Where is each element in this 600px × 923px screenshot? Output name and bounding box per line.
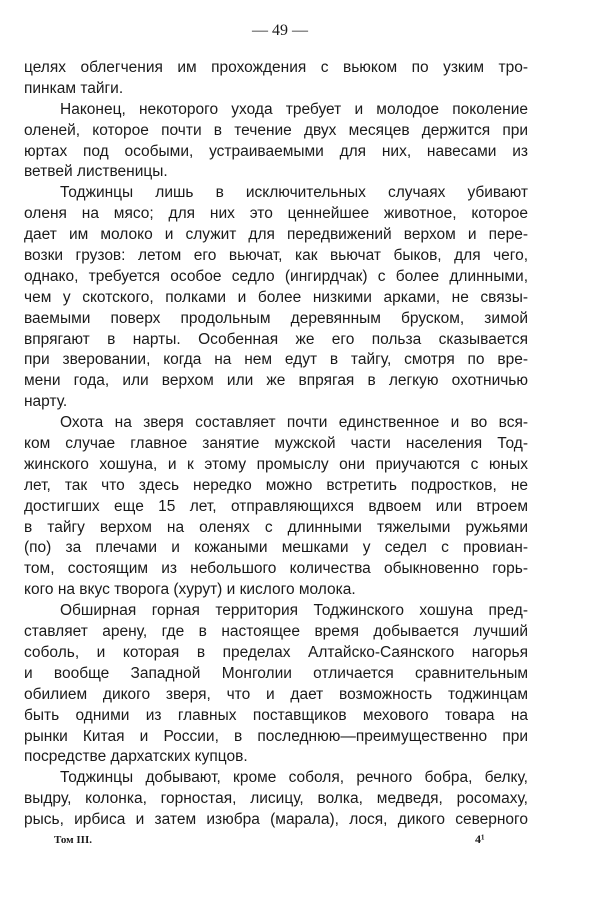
body-text — [24, 58, 528, 831]
text-line: Тоджинцы лишь в исключительных случаях убивают — [60, 184, 528, 202]
text-line: достигших еще 15 лет, отправляющихся вдвоем или втроем — [24, 497, 528, 515]
text-line: ком случае главное занятие мужской части населения Тод- — [24, 435, 528, 453]
paragraph — [24, 58, 528, 100]
text-line: мени года, или верхом или же впрягая в легкую охотничью — [24, 372, 528, 390]
text-line: лет, так что здесь нередко можно встретить подростков, не — [24, 476, 528, 494]
text-line: юртах под особыми, устраиваемыми для них, навесами из — [24, 142, 528, 160]
text-line: ветвей лиственицы. — [24, 163, 168, 181]
text-line: выдру, колонка, горностая, лисицу, волка, медведя, росомаху, — [24, 790, 528, 808]
footer-volume: Том III. — [54, 834, 92, 846]
text-line: пинкам тайги. — [24, 79, 124, 97]
text-line: оленя на мясо; для них это ценнейшее животное, которое — [24, 205, 528, 223]
paragraph — [24, 413, 528, 601]
text-line: кого на вкус творога (хурут) и кислого молока. — [24, 581, 356, 599]
text-line: ставляет арену, где в настоящее время добывается лучший — [24, 623, 528, 641]
text-line: рынки Китая и России, в последнюю—преимущественно при — [24, 727, 528, 745]
text-line: впрягают в нарты. Особенная же его польза сказывается — [24, 330, 528, 348]
text-line: том, состоящим из небольшого количества обыкновенно горь- — [24, 560, 528, 578]
text-line: оленей, которое почти в течение двух месяцев держится при — [24, 121, 528, 139]
text-line: жинского хошуна, и к этому промыслу они приучаются с юных — [24, 455, 528, 473]
text-line: чем у скотского, полками и более низкими арками, не связы- — [24, 288, 528, 306]
text-line: Обширная горная территория Тоджинского хошуна пред- — [60, 602, 528, 620]
text-line: дает им молоко и служит для передвижений верхом и пере- — [24, 226, 528, 244]
text-line: целях облегчения им прохождения с вьюком по узким тро- — [24, 59, 528, 76]
text-line: посредстве дархатских купцов. — [24, 748, 248, 766]
paragraph — [24, 100, 528, 184]
text-line: быть одними из главных поставщиков мехового товара на — [24, 706, 528, 724]
text-line: (по) за плечами и кожаными мешками у седел с провиан- — [24, 539, 528, 557]
text-line: возки грузов: летом его вьючат, как вьючат быков, для чего, — [24, 247, 528, 265]
text-line: рысь, ирбиса и затем изюбра (марала), лося, дикого северного — [24, 811, 528, 829]
text-line: при зверовании, когда на нем едут в тайгу, смотря по вре- — [24, 351, 528, 369]
paragraph — [24, 183, 528, 413]
text-line: Охота на зверя составляет почти единственное и во вся- — [60, 414, 528, 432]
text-line: однако, требуется особое седло (ингирдчак) с более длинными, — [24, 267, 528, 285]
text-line: соболь, и которая в пределах Алтайско-Саянского нагорья — [24, 643, 528, 661]
text-line: Наконец, некоторого ухода требует и молодое поколение — [60, 100, 528, 118]
text-line: и вообще Западной Монголии отличается сравнительным — [24, 664, 528, 682]
page-number: — 49 — — [252, 22, 308, 39]
text-line: Тоджинцы добывают, кроме соболя, речного бобра, белку, — [60, 769, 528, 787]
text-line: обилием дикого зверя, что и дает возможность тоджинцам — [24, 685, 528, 703]
paragraph — [24, 601, 528, 768]
text-line: в тайгу верхом на оленях с длинными тяжелыми ружьями — [24, 518, 528, 536]
text-line: ваемыми поверх продольным деревянным бруском, зимой — [24, 309, 528, 327]
text-line: нарту. — [24, 393, 68, 411]
footer-signature: 4¹ — [475, 832, 485, 846]
paragraph — [24, 768, 528, 831]
